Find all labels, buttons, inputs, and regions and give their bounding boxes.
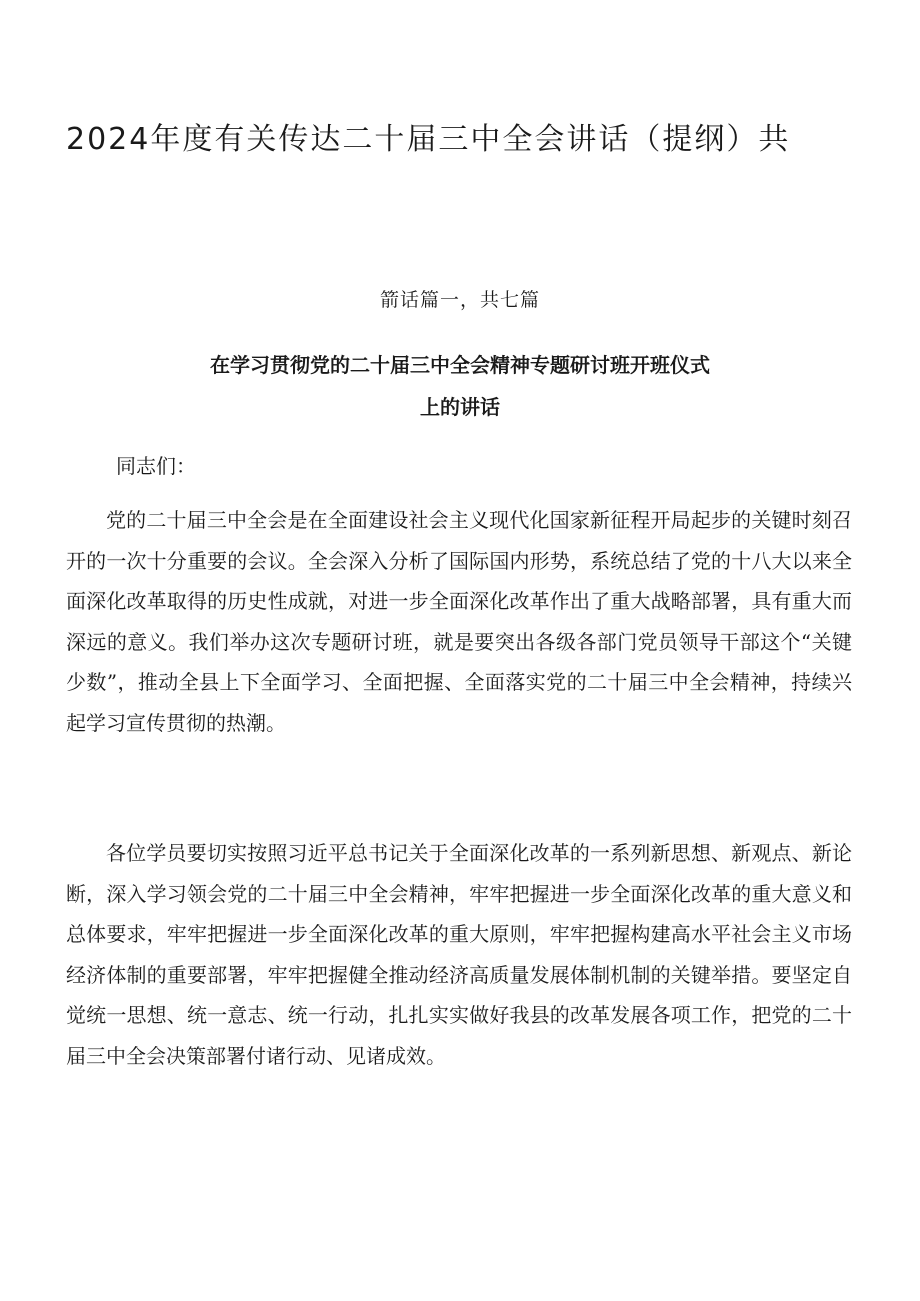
- speech-title-line-1: 在学习贯彻党的二十届三中全会精神专题研讨班开班仪式: [210, 353, 710, 377]
- body-paragraph-1: 党的二十届三中全会是在全面建设社会主义现代化国家新征程开局起步的关键时刻召开的一次十分重要的会议。全会深入分析了国际国内形势，系统总结了党的十八大以来全面深化改革取得的历史性成就，对进一步全面深化改革作出了重大战略部署，具有重大而深远的意义。我们举办这次专题研讨班，就是要突出各级各部门党员领导干部这个“关键少数”，推动全县上下全面学习、全面把握、全面落实党的二十届三中全会精神，持续兴起学习宣传贯彻的热潮。: [66, 508, 852, 735]
- speech-title: [110, 344, 810, 428]
- speech-title-line-2: 上的讲话: [420, 395, 500, 419]
- salutation: 同志们：: [116, 454, 196, 478]
- body-paragraph-2: 各位学员要切实按照习近平总书记关于全面深化改革的一系列新思想、新观点、新论断，深入学习领会党的二十届三中全会精神，牢牢把握进一步全面深化改革的重大意义和总体要求，牢牢把握进一步全面深化改革的重大原则，牢牢把握构建高水平社会主义市场经济体制的重要部署，牢牢把握健全推动经济高质量发展体制机制的关键举措。要坚定自觉统一思想、统一意志、统一行动，扎扎实实做好我县的改革发展各项工作，把党的二十届三中全会决策部署付诸行动、见诸成效。: [66, 841, 852, 1068]
- section-label: 箭话篇一，共七篇: [379, 289, 540, 311]
- document-title: 2024年度有关传达二十届三中全会讲话（提纲）共: [66, 122, 791, 157]
